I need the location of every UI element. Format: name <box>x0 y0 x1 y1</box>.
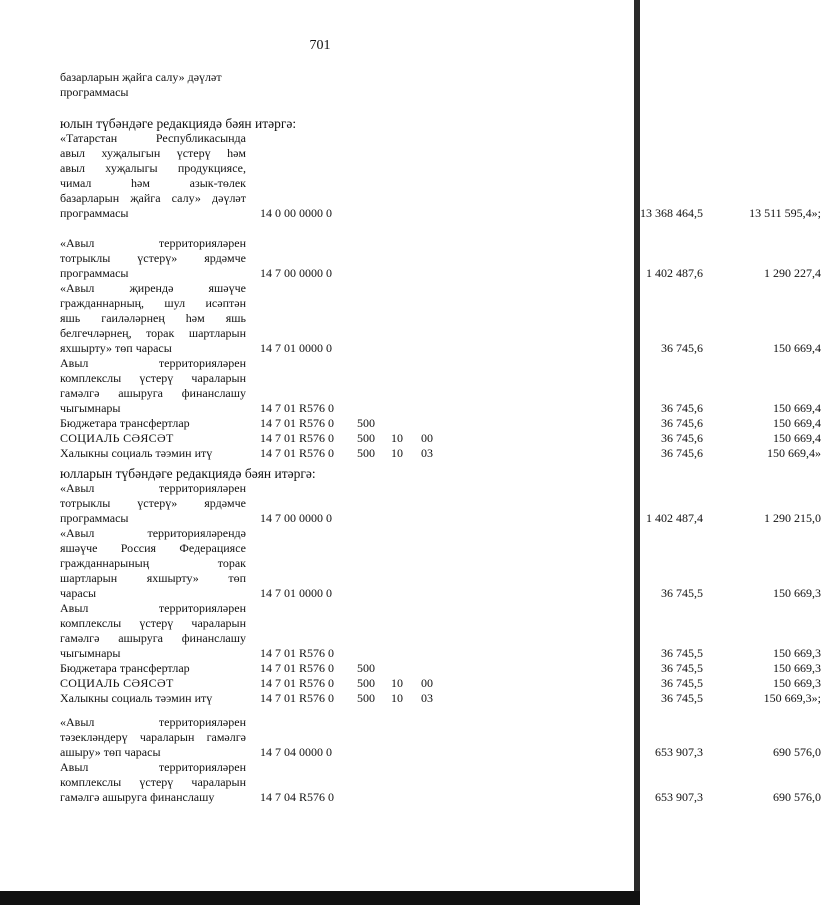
amount-year-2: 1 290 227,4 <box>764 266 821 280</box>
measure-title: «Авыл территорияләрен тәзекләндерү чараларын гамәлгә <box>60 715 246 744</box>
table-row: программасы 14 7 00 0000 0 1 402 487,4 1 290 215,0 <box>60 511 821 525</box>
table-row: Халыкны социаль тәэмин итү 14 7 01 R576 0 500 10 03 36 745,6 150 669,4» <box>60 446 821 460</box>
table-row: СОЦИАЛЬ СӘЯСӘТ 14 7 01 R576 0 500 10 00 36 745,5 150 669,3 <box>60 676 821 690</box>
table-row: ашыру» төп чарасы 14 7 04 0000 0 653 907,3 690 576,0 <box>60 745 821 759</box>
program-title: «Татарстан Республикасында авыл хуҗалыгын үстерү һәм авыл хуҗалыгы продукциясе, чимал һәм азык-төлек базарларын җайга салу» дәүләт <box>60 131 246 205</box>
target-code: 14 7 01 R576 0 <box>260 401 335 415</box>
financing-title: Авыл территорияләрен комплекслы үстерү чараларын гамәлгә ашыруга финанслашу <box>60 601 246 645</box>
table-row: чыгымнары 14 7 01 R576 0 36 745,6 150 669,4 <box>60 401 821 415</box>
amount-year-1: 36 745,6 <box>661 341 703 355</box>
subprogram-title: «Авыл территорияләрен тотрыклы үстерү» ярдәмче <box>60 236 246 265</box>
amount-year-1: 36 745,6 <box>661 401 703 415</box>
table-row: гамәлгә ашыруга финанслашу 14 7 04 R576 0 653 907,3 690 576,0 <box>60 790 821 804</box>
table-row: яхшырту» төп чарасы 14 7 01 0000 0 36 745,6 150 669,4 <box>60 341 821 355</box>
table-row: СОЦИАЛЬ СӘЯСӘТ 14 7 01 R576 0 500 10 00 36 745,6 150 669,4 <box>60 431 821 445</box>
amount-year-2: 13 511 595,4»; <box>749 206 821 220</box>
measure-title: «Авыл территорияләрендә яшәүче Россия Федерациясе гражданнарының торак шартларын яхшырту» төп <box>60 526 246 585</box>
target-code: 14 7 00 0000 0 <box>260 266 332 280</box>
table-row: Бюджетара трансфертлар 14 7 01 R576 0 500 36 745,5 150 669,3 <box>60 661 821 675</box>
amount-year-1: 1 402 487,6 <box>646 266 703 280</box>
section-2 <box>60 481 821 706</box>
heading-replace-lines: юлларын түбәндәге редакциядә бәян итәргә: <box>60 466 316 481</box>
amount-year-2: 150 669,4 <box>773 341 821 355</box>
amount-year-2: 150 669,4 <box>773 401 821 415</box>
section-3 <box>60 715 821 805</box>
financing-title: Авыл территорияләрен комплекслы үстерү чараларын <box>60 760 246 789</box>
section-1 <box>60 131 821 461</box>
amount-year-1: 13 368 464,5 <box>640 206 703 220</box>
financing-title: Авыл территорияләрен комплекслы үстерү чараларын гамәлгә ашыруга финанслашу <box>60 356 246 400</box>
table-row: чыгымнары 14 7 01 R576 0 36 745,5 150 669,3 <box>60 646 821 660</box>
table-row: программасы 14 7 00 0000 0 1 402 487,6 1 290 227,4 <box>60 266 821 280</box>
target-code: 14 7 01 0000 0 <box>260 341 332 355</box>
table-row: программасы 14 0 00 0000 0 13 368 464,5 13 511 595,4»; <box>60 206 821 220</box>
target-code: 14 0 00 0000 0 <box>260 206 332 220</box>
heading-replace-line: юлын түбәндәге редакциядә бәян итәргә: <box>60 116 297 131</box>
page-number: 701 <box>309 38 331 53</box>
table-row: Халыкны социаль тәэмин итү 14 7 01 R576 0 500 10 03 36 745,5 150 669,3»; <box>60 691 821 705</box>
table-row: Бюджетара трансфертлар 14 7 01 R576 0 500 36 745,6 150 669,4 <box>60 416 821 430</box>
measure-title: «Авыл җирендә яшәүче гражданнарның, шул исәптән яшь гаиләләрнең һәм яшь белгечләрнең, торак шартларын <box>60 281 246 340</box>
table-row: чарасы 14 7 01 0000 0 36 745,5 150 669,3 <box>60 586 821 600</box>
subprogram-title: «Авыл территорияләрен тотрыклы үстерү» ярдәмче <box>60 481 246 510</box>
